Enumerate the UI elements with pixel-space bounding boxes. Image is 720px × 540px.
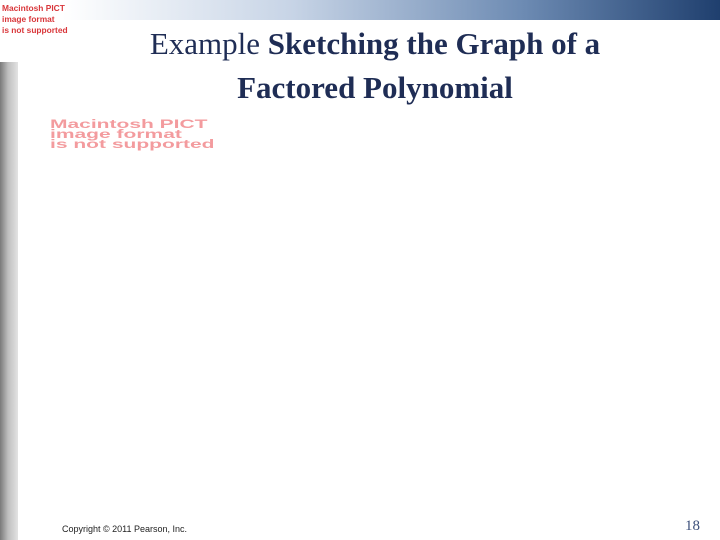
title-prefix: Example	[149, 26, 268, 61]
left-gradient-bar	[0, 62, 18, 540]
large-image-placeholder	[50, 118, 520, 151]
slide-number: 18	[685, 518, 700, 534]
placeholder-line: Macintosh PICT	[50, 118, 208, 131]
placeholder-line: Macintosh PICT	[2, 3, 65, 13]
placeholder-line: image format	[2, 14, 55, 24]
placeholder-line: is not supported	[2, 25, 68, 35]
small-image-placeholder	[0, 0, 68, 62]
placeholder-line: is not supported	[50, 138, 215, 151]
placeholder-line: image format	[50, 128, 182, 141]
title-bold-line1: Sketching the Graph of a	[267, 26, 601, 61]
slide-title	[95, 22, 655, 110]
title-bold-line2: Factored Polynomial	[237, 70, 513, 105]
copyright-text: Copyright © 2011 Pearson, Inc.	[62, 524, 188, 534]
top-gradient-bar	[62, 0, 720, 20]
